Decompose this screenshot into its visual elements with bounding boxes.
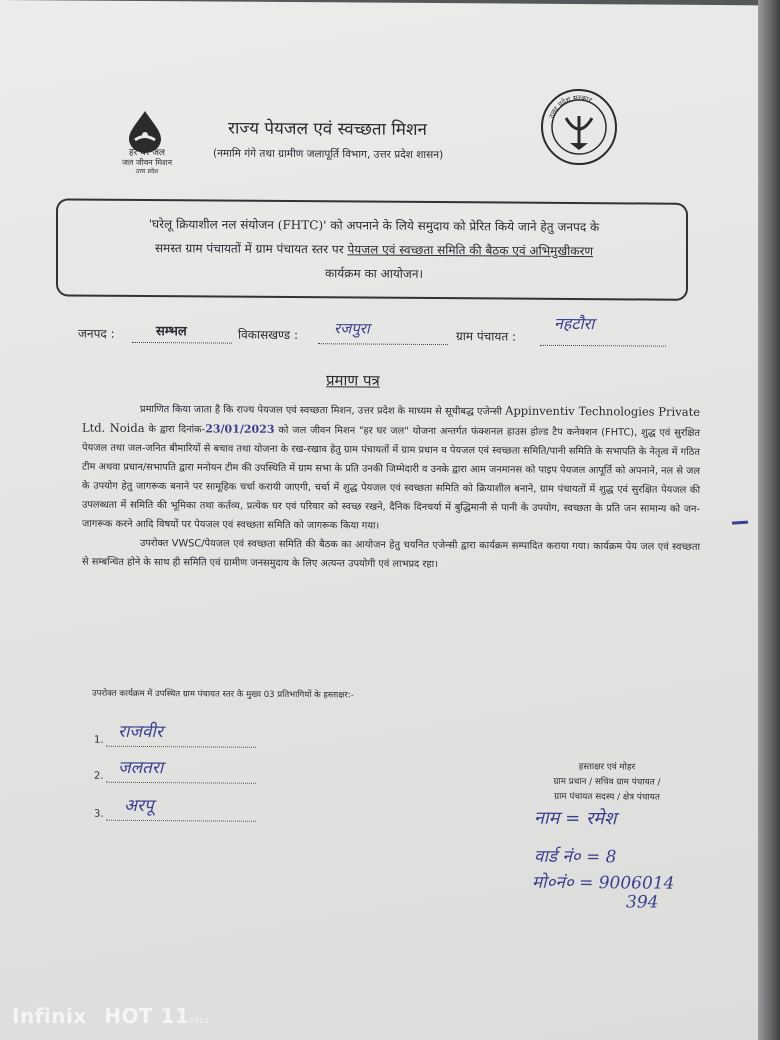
- page-subtitle: (नमामि गंगे तथा ग्रामीण जलापूर्ति विभाग, उत्तर प्रदेश शासन): [213, 147, 444, 162]
- handwritten-ward-note: वार्ड नं० = 8: [534, 846, 617, 868]
- seal-text: उत्तर प्रदेश सरकार: [547, 93, 593, 120]
- logo-line-2: जल जीवन मिशन: [121, 157, 173, 168]
- handwritten-mobile-note: मो०नं० = 9006014: [532, 872, 675, 894]
- page-edge-shadow: [758, 0, 780, 1040]
- notice-line-2: [70, 238, 678, 259]
- notice-line-2-text: समस्त ग्राम पंचायतों में ग्राम पंचायत स्तर पर: [154, 241, 348, 257]
- signature-intro: उपरोक्त कार्यक्रम में उपस्थित ग्राम पंचायत स्तर के मुख्य 03 प्रतिभागियों के हस्ताक्षर:-: [92, 688, 354, 701]
- signature-row: [94, 809, 104, 820]
- svg-text:उत्तर प्रदेश सरकार: [548, 94, 593, 120]
- signature-name: राजवीर: [118, 721, 163, 743]
- signature-number: 3.: [94, 808, 104, 820]
- stamp-line-1: हस्ताक्षर एवं मोहर: [578, 762, 636, 773]
- panchayat-underline: [540, 334, 666, 347]
- signature-number: 1.: [94, 734, 104, 746]
- p1-text-a: प्रमाणित किया जाता है कि राज्य पेयजल एवं स्वच्छता मिशन, उत्तर प्रदेश के माध्यम से सूचीबद्ध एजेन्सी: [140, 403, 506, 418]
- panchayat-label: ग्राम पंचायत :: [456, 329, 517, 344]
- up-government-seal: [540, 88, 618, 167]
- handwritten-name-note: नाम = रमेश: [534, 807, 617, 830]
- logo-caption: [102, 149, 192, 177]
- signature-row: [94, 771, 104, 782]
- page-title: राज्य पेयजल एवं स्वच्छता मिशन: [228, 118, 427, 140]
- notice-line-1: 'घरेलू क्रियाशील नल संयोजन (FHTC)' को अपनाने के लिये समुदाय को प्रेरित किये जाने हेतु जनपद के: [148, 217, 600, 235]
- notice-line-2-underlined: पेयजल एवं स्वच्छता समिति की बैठक एवं अभिमुखीकरण: [347, 242, 594, 259]
- p1-text-b: के द्वारा दिनांक-: [144, 424, 206, 436]
- camera-watermark: [12, 1004, 209, 1028]
- district-value: सम्भल: [156, 324, 187, 340]
- notice-line-3: कार्यक्रम का आयोजन।: [324, 266, 424, 281]
- stamp-line-3: ग्राम पंचायत सदस्य / क्षेत्र पंचायत: [554, 791, 660, 803]
- signature-number: 2.: [94, 770, 104, 782]
- certificate-body: [82, 399, 700, 576]
- signature-name: अरपू: [124, 795, 154, 817]
- watermark-year: 2022: [189, 1017, 210, 1025]
- handwritten-mobile-note-cont: 394: [626, 892, 659, 913]
- notice-box: [56, 198, 688, 300]
- block-value: रजपुरा: [334, 319, 370, 338]
- watermark-brand: Infinix: [12, 1004, 87, 1028]
- body-paragraph-2: उपरोक्त VWSC/पेयजल एवं स्वच्छता समिति की बैठक का आयोजन हेतु चयनित एजेन्सी द्वारा कार्यक्रम सम्पादित कराया गया। कार्यक्रम पेय जल एवं स्वच्छता से सम्बन्धित होने के साथ ही समिति एवं ग्रामीण जनसमुदाय के लिए अत्यन्त उपयोगी एवं लाभप्रद रहा।: [82, 537, 700, 571]
- signature-name: जलतरा: [118, 757, 164, 779]
- district-label: जनपद :: [78, 326, 115, 341]
- certificate-title: प्रमाण पत्र: [326, 371, 380, 390]
- block-label: विकासखण्ड :: [238, 327, 299, 343]
- p1-text-c: को जल जीवन मिशन "हर घर जल" योजना अन्तर्गत फंक्शनल हाउस होल्ड टैप कनेक्शन (FHTC), शुद्ध एवं सुरक्षित पेयजल तथा जल-जनित बीमारियों से बचाव तथा योजना के रख-रखाव हेतु ग्राम पंचायतों में ग्राम प्रधान व पेयजल एवं स्वच्छता समिति/पानी समिति के सभापति के नेतृत्व में गठित टीम अथवा प्रधान/सभापति द्वारा मनोयन टीम की उपस्थिति में ग्राम सभा के प्रति उनकी जिम्मेदारी व उनके द्वारा आम जनमानस को पाइप पेयजल आपूर्ति को अपनाने, नल से जल के उपयोग हेतु जागरूक बनाने पर सामूहिक चर्चा करायी जाएगी, चर्चा में शुद्ध पेयजल एवं स्वच्छता समिति को क्रियाशील बनाने, ग्राम पंचायतों में शुद्ध एवं सुरक्षित पेयजल की उपलब्धता में समिति की भूमिका तथा कर्तव्य, प्रत्येक घर एवं परिवार को स्वच्छ रखने, दैनिक दिनचर्या में बुद्धिमानी से पानी के उपयोग, स्वच्छता के प्रति जन सामान्य को जन-जागरूक करने आदि विषयों पर पेयजल एवं स्वच्छता समिति को जागरूक किया गया।: [82, 424, 701, 532]
- logo-line-3: उत्तर प्रदेश: [135, 167, 159, 176]
- watermark-model: HOT 11: [104, 1004, 190, 1028]
- agency-name: Appinventiv Technologies Private Ltd. Noida: [82, 403, 700, 436]
- logo-line-1: हर घर जल: [129, 147, 165, 159]
- har-ghar-jal-logo: [123, 109, 167, 153]
- signature-row: [94, 735, 104, 746]
- pen-mark: [732, 521, 748, 525]
- stamp-line-2: ग्राम प्रधान / सचिव ग्राम पंचायत /: [553, 776, 661, 788]
- authority-signature-block: [512, 760, 702, 806]
- body-paragraph-1: [82, 399, 700, 538]
- panchayat-value: नहटौरा: [554, 313, 595, 334]
- program-date: 23/01/2023: [205, 422, 275, 436]
